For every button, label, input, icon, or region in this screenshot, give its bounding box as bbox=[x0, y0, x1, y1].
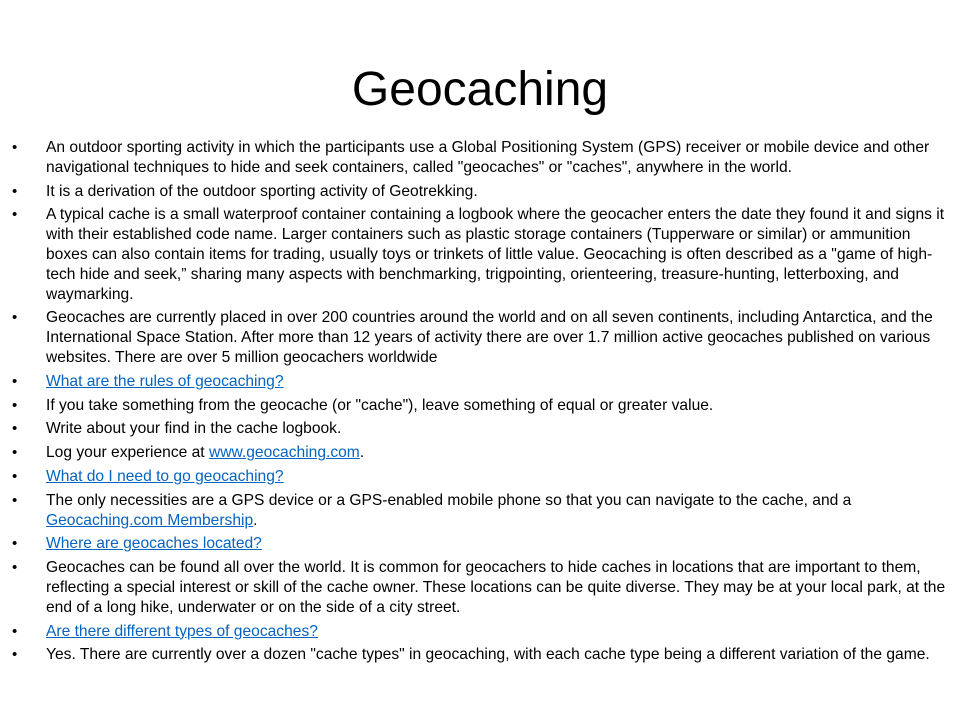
bullet-dot-icon: • bbox=[12, 559, 18, 577]
geocaching-website-link[interactable]: www.geocaching.com bbox=[208, 444, 360, 462]
bullet-dot-icon: • bbox=[12, 491, 18, 509]
bullet-item bbox=[0, 308, 960, 367]
bullet-dot-icon: • bbox=[12, 182, 18, 200]
bullet-item bbox=[0, 467, 960, 487]
bullet-dot-icon: • bbox=[12, 372, 18, 390]
bullet-text: If you take something from the geocache (or "cache"), leave something of equal or greater value. bbox=[46, 396, 714, 414]
bullet-dot-icon: • bbox=[12, 309, 18, 327]
bullet-dot-icon: • bbox=[12, 420, 18, 438]
bullet-item bbox=[0, 534, 960, 554]
bullet-text: . bbox=[253, 511, 258, 529]
bullet-item bbox=[0, 138, 960, 178]
bullet-item bbox=[0, 443, 960, 463]
bullet-dot-icon: • bbox=[12, 206, 18, 224]
bullet-dot-icon: • bbox=[12, 622, 18, 640]
bullet-item bbox=[0, 645, 960, 665]
bullet-dot-icon: • bbox=[12, 535, 18, 553]
bullet-list bbox=[0, 138, 960, 669]
bullet-text: Geocaches can be found all over the world. It is common for geocachers to hide caches in locations that are important to them, reflecting a special interest or skill of the cache owner. These locations can be quite diverse. They may be at your local park, at the end of a long hike, underwater or on the side of a city street. bbox=[46, 559, 946, 616]
bullet-dot-icon: • bbox=[12, 139, 18, 156]
bullet-text: . bbox=[359, 444, 365, 462]
bullet-item bbox=[0, 182, 960, 202]
bullet-text: An outdoor sporting activity in which the participants use a Global Positioning System (GPS) receiver or mobile device and other navigational techniques to hide and seek containers, called "geocaches" or "caches", anywhere in the world. bbox=[46, 139, 930, 176]
bullet-item bbox=[0, 622, 960, 642]
bullet-dot-icon: • bbox=[12, 396, 18, 414]
bullet-text: Write about your find in the cache logbook. bbox=[46, 420, 342, 438]
bullet-item bbox=[0, 491, 960, 531]
bullet-item bbox=[0, 419, 960, 439]
bullet-text: Yes. There are currently over a dozen "cache types" in geocaching, with each cache type being a different variation of the game. bbox=[46, 646, 930, 664]
bullet-text: A typical cache is a small waterproof container containing a logbook where the geocacher enters the date they found it and signs it with their established code name. Larger containers such as plastic storage containers (Tupperware or similar) or ammunition boxes can also contain items for trading, usually toys or trinkets of little value. Geocaching is often described as a "game of high-tech hide and seek,” sharing many aspects with benchmarking, trigpointing, orienteering, treasure-hunting, letterboxing, and waymarking. bbox=[46, 206, 945, 303]
bullet-dot-icon: • bbox=[12, 444, 18, 462]
bullet-dot-icon: • bbox=[12, 467, 18, 485]
bullet-item bbox=[0, 205, 960, 304]
slide-title: Geocaching bbox=[351, 63, 609, 116]
where-located-link[interactable]: Where are geocaches located? bbox=[46, 535, 262, 553]
rules-link[interactable]: What are the rules of geocaching? bbox=[46, 372, 284, 390]
bullet-item bbox=[0, 396, 960, 416]
what-do-i-need-link[interactable]: What do I need to go geocaching? bbox=[46, 467, 284, 485]
bullet-item bbox=[0, 372, 960, 392]
membership-link[interactable]: Geocaching.com Membership bbox=[46, 511, 254, 529]
bullet-text: The only necessities are a GPS device or a GPS-enabled mobile phone so that you can navigate to the cache, and a bbox=[46, 491, 852, 509]
bullet-item bbox=[0, 558, 960, 617]
bullet-text: Log your experience at bbox=[46, 444, 209, 462]
bullet-text: Geocaches are currently placed in over 200 countries around the world and on all seven continents, including Antarctica, and the International Space Station. After more than 12 years of activity there are over 1.7 million active geocaches published on various websites. There are over 5 million geocachers worldwide bbox=[46, 309, 933, 366]
bullet-text: It is a derivation of the outdoor sporting activity of Geotrekking. bbox=[46, 182, 478, 200]
bullet-dot-icon: • bbox=[12, 646, 18, 664]
cache-types-link[interactable]: Are there different types of geocaches? bbox=[46, 622, 318, 640]
